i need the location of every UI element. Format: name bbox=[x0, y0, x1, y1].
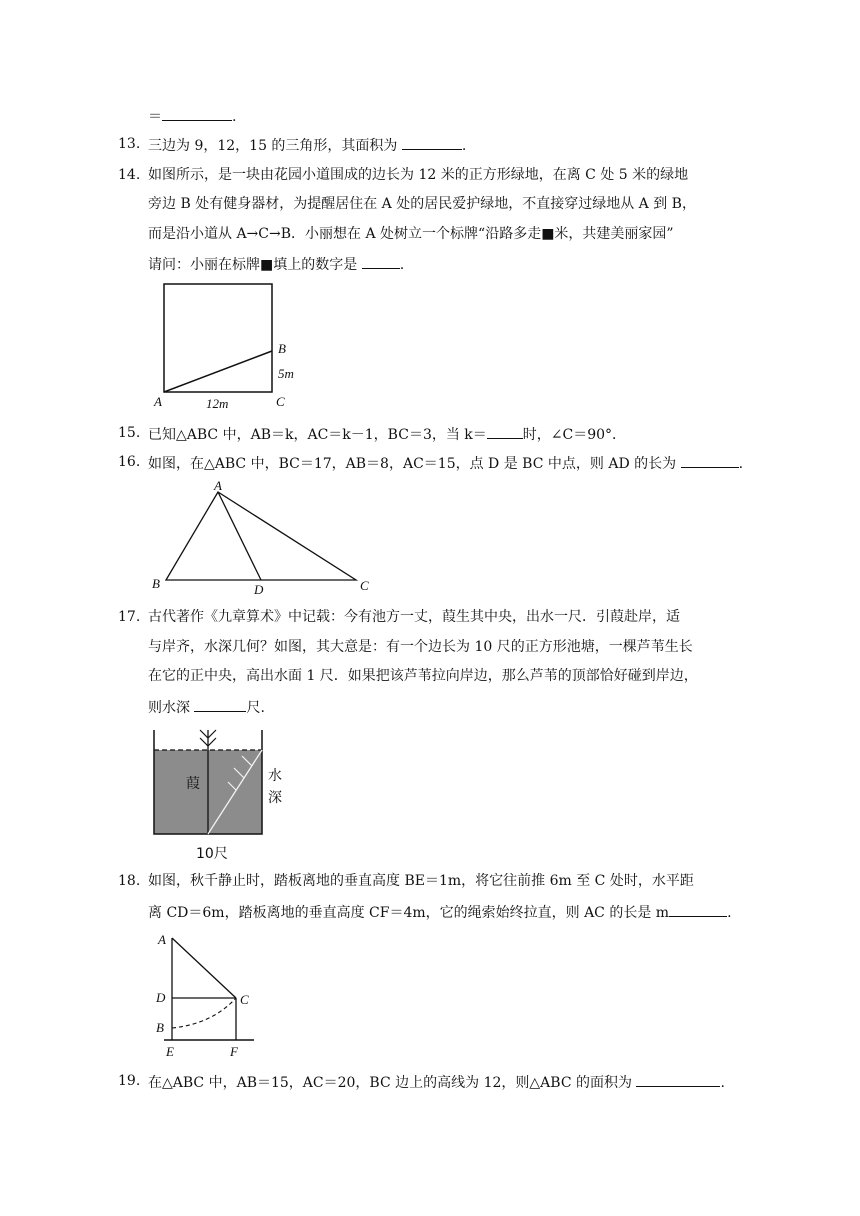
label-c: C bbox=[240, 992, 249, 1007]
label-f: F bbox=[230, 1044, 238, 1059]
answer-blank[interactable] bbox=[487, 424, 523, 439]
question-15: 已知△ABC 中，AB＝k，AC＝k－1，BC＝3，当 k＝ 时，∠C＝90°． bbox=[148, 424, 626, 444]
question-14-line: 而是沿小道从 A→C→B．小丽想在 A 处树立一个标牌“沿路多走■米，共建美丽家园” bbox=[148, 226, 674, 242]
question-18-line: 离 CD＝6m，踏板离地的垂直高度 CF＝4m，它的绳索始终拉直，则 AC 的长是 m . bbox=[148, 902, 732, 922]
answer-blank[interactable] bbox=[636, 1072, 720, 1087]
answer-blank[interactable] bbox=[362, 254, 400, 269]
label-d: D bbox=[254, 582, 264, 597]
q12-tail: ＝ . bbox=[148, 106, 236, 126]
question-number: 14. bbox=[118, 167, 141, 183]
label-ac: 12m bbox=[206, 396, 229, 411]
answer-blank[interactable] bbox=[162, 106, 232, 121]
label-reed: 葭 bbox=[186, 776, 200, 792]
question-number: 15. bbox=[118, 425, 141, 441]
label-d: D bbox=[156, 990, 166, 1005]
question-number: 18. bbox=[118, 873, 141, 889]
question-13: 三边为 9，12，15 的三角形，其面积为 . bbox=[148, 135, 466, 155]
rope-ac bbox=[172, 938, 236, 998]
question-number: 19. bbox=[118, 1073, 141, 1089]
label-b: B bbox=[156, 1020, 164, 1035]
question-14-line: 如图所示，是一块由花园小道围成的边长为 12 米的正方形绿地，在离 C 处 5 米的绿地 bbox=[148, 167, 689, 183]
swing-arc bbox=[172, 998, 236, 1028]
label-a: A bbox=[154, 394, 162, 409]
question-14-line: 旁边 B 处有健身器材，为提醒居住在 A 处的居民爱护绿地，不直接穿过绿地从 A 到 B， bbox=[148, 196, 696, 212]
q16-figure bbox=[148, 478, 378, 597]
label-a: A bbox=[214, 478, 222, 493]
q17-figure bbox=[148, 726, 298, 866]
q14-figure bbox=[140, 278, 320, 413]
label-c: C bbox=[360, 578, 369, 593]
answer-blank[interactable] bbox=[681, 453, 739, 468]
label-b: B bbox=[278, 341, 286, 356]
triangle-abc bbox=[166, 492, 356, 580]
question-14-line: 请问：小丽在标牌■填上的数字是 . bbox=[148, 254, 404, 274]
segment-ab bbox=[164, 351, 272, 392]
square-garden bbox=[164, 284, 272, 392]
label-depth-1: 水 bbox=[268, 768, 282, 784]
label-depth-2: 深 bbox=[268, 790, 282, 806]
question-18-line: 如图，秋千静止时，踏板离地的垂直高度 BE＝1m，将它往前推 6m 至 C 处时，水平距 bbox=[148, 873, 694, 889]
question-17-line: 古代著作《九章算术》中记载：今有池方一丈，葭生其中央，出水一尺．引葭赴岸，适 bbox=[148, 609, 680, 625]
question-17-line: 与岸齐，水深几何？如图，其大意是：有一个边长为 10 尺的正方形池塘，一棵芦苇生长 bbox=[148, 639, 693, 655]
label-e: E bbox=[166, 1044, 174, 1059]
question-number: 17. bbox=[118, 609, 141, 625]
question-19: 在△ABC 中，AB＝15，AC＝20，BC 边上的高线为 12，则△ABC 的面积为 . bbox=[148, 1072, 725, 1092]
label-a: A bbox=[158, 932, 166, 947]
question-17-line: 在它的正中央，高出水面 1 尺．如果把该芦苇拉向岸边，那么芦苇的顶部恰好碰到岸边， bbox=[148, 668, 698, 684]
question-number: 13. bbox=[118, 136, 141, 152]
answer-blank[interactable] bbox=[669, 902, 727, 917]
question-17-line: 则水深 尺. bbox=[148, 697, 265, 717]
q18-figure bbox=[150, 928, 260, 1060]
label-bc: 5m bbox=[278, 366, 294, 381]
question-16: 如图，在△ABC 中，BC＝17，AB＝8，AC＝15，点 D 是 BC 中点，则 AD 的长为 . bbox=[148, 453, 743, 473]
answer-blank[interactable] bbox=[194, 697, 246, 712]
label-c: C bbox=[276, 394, 285, 409]
answer-blank[interactable] bbox=[402, 135, 462, 150]
label-width: 10尺 bbox=[196, 846, 228, 862]
label-b: B bbox=[152, 576, 160, 591]
question-number: 16. bbox=[118, 454, 141, 470]
